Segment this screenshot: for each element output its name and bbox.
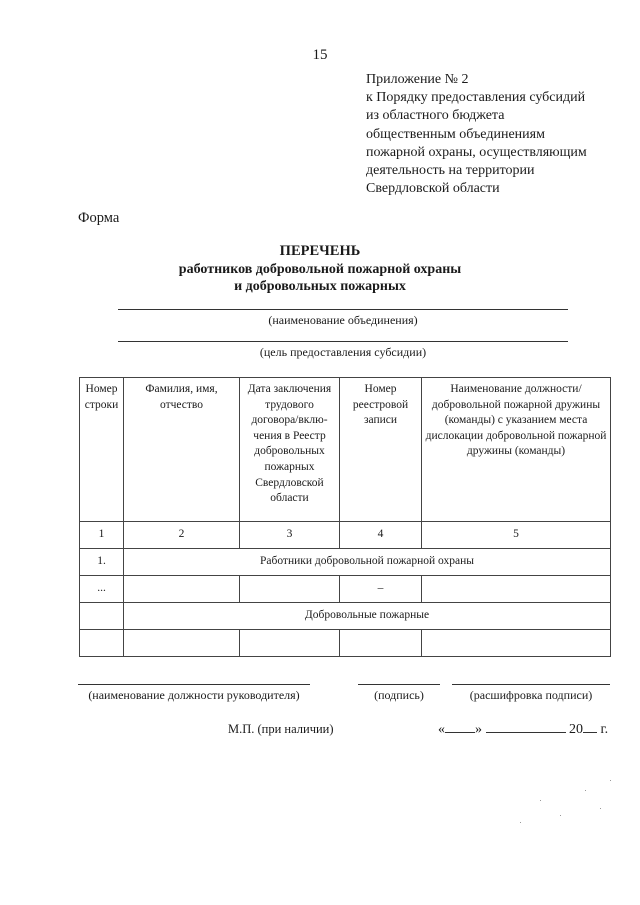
appendix-line: к Порядку предоставления субсидий (366, 90, 586, 106)
position-line (78, 684, 310, 685)
column-number: 3 (240, 522, 340, 549)
date-field (438, 720, 608, 738)
purpose-line (118, 341, 568, 342)
organization-name-line (118, 309, 568, 310)
scan-speck (585, 790, 586, 791)
appendix-line: пожарной охраны, осуществляющим (366, 144, 587, 160)
table-row (80, 603, 611, 630)
header-row-number: Номер строки (80, 378, 124, 522)
table-row (80, 549, 611, 576)
appendix-line: из областного бюджета (366, 108, 505, 124)
appendix-line: деятельность на территории (366, 163, 535, 179)
table-cell (422, 576, 611, 603)
table-cell (422, 630, 611, 657)
table-cell: – (340, 576, 422, 603)
table-cell (340, 630, 422, 657)
title-line-2: работников добровольной пожарной охраны (178, 261, 462, 277)
decode-line (452, 684, 610, 685)
appendix-line: Приложение № 2 (366, 72, 469, 87)
appendix-line: общественным объединениям (366, 126, 545, 142)
column-numbers-row (80, 522, 611, 549)
organization-caption: (наименование объединения) (268, 313, 418, 327)
form-label: Форма (78, 210, 120, 226)
header-full-name: Фамилия, имя, отчество (124, 378, 240, 522)
signature-line (358, 684, 440, 685)
scan-speck (600, 808, 601, 809)
scan-speck (540, 800, 541, 801)
signature-caption: (подпись) (374, 688, 424, 702)
column-number: 1 (80, 522, 124, 549)
year-blank (583, 720, 597, 733)
table-cell (124, 576, 240, 603)
scan-speck (610, 780, 611, 781)
date-close-quote: » (475, 722, 482, 737)
row-number: 1. (80, 549, 124, 576)
page-number: 15 (312, 47, 328, 63)
table-row (80, 630, 611, 657)
header-registry-number: Номер реестровой записи (340, 378, 422, 522)
column-number: 4 (340, 522, 422, 549)
date-open-quote: « (438, 722, 445, 737)
scan-speck (520, 822, 521, 823)
table-header-row (80, 378, 611, 522)
purpose-caption: (цель предоставления субсидии) (259, 345, 427, 359)
day-blank (445, 720, 475, 733)
decode-caption: (расшифровка подписи) (469, 688, 593, 702)
appendix-block (366, 71, 626, 198)
document-title (0, 243, 640, 296)
table-cell (240, 630, 340, 657)
column-number: 5 (422, 522, 611, 549)
stamp-label: М.П. (при наличии) (228, 722, 334, 736)
month-blank (486, 720, 566, 733)
title-line-1: ПЕРЕЧЕНЬ (279, 243, 361, 259)
table-row (80, 576, 611, 603)
header-position: Наименование должности/ добровольной пожарной дружины (команды) с указанием места дислокации добровольной пожарной дружины (команды) (422, 378, 611, 522)
table-cell (240, 576, 340, 603)
table-cell (124, 630, 240, 657)
appendix-line: Свердловской области (366, 181, 500, 197)
section-title-employees: Работники добровольной пожарной охраны (124, 549, 611, 576)
year-prefix: 20 (569, 722, 583, 737)
table-cell (80, 603, 124, 630)
table-cell (80, 630, 124, 657)
row-number: ... (80, 576, 124, 603)
title-line-3: и добровольных пожарных (234, 279, 406, 294)
position-caption: (наименование должности руководителя) (88, 688, 300, 702)
employees-table (79, 377, 611, 657)
section-title-volunteers: Добровольные пожарные (124, 603, 611, 630)
scan-speck (560, 815, 561, 816)
header-contract-date: Дата заключения трудового договора/вклю-чения в Реестр добровольных пожарных Свердловской области (240, 378, 340, 522)
column-number: 2 (124, 522, 240, 549)
year-suffix: г. (600, 722, 609, 737)
